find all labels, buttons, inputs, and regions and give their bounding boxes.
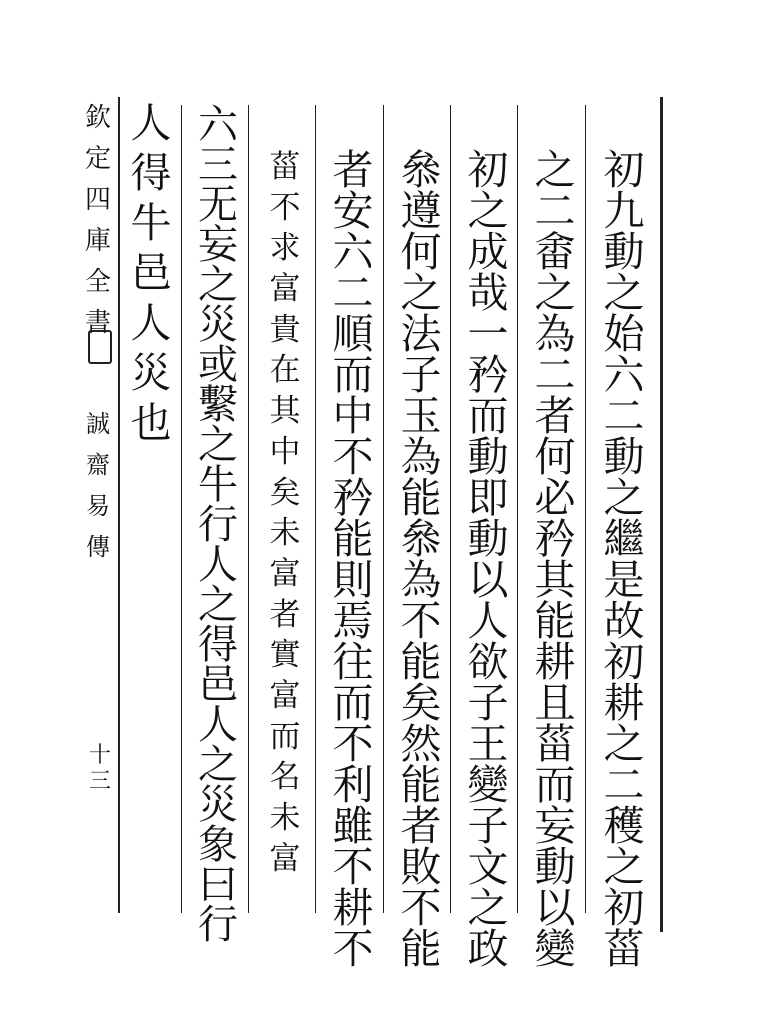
glyph: 邑 <box>198 662 238 708</box>
glyph: 二 <box>603 761 645 809</box>
glyph: 二 <box>603 392 645 440</box>
glyph: 不 <box>400 884 442 932</box>
glyph: 傳 <box>86 533 110 561</box>
glyph: 哉 <box>467 269 509 317</box>
glyph: 為 <box>400 433 442 481</box>
glyph: 動 <box>603 433 645 481</box>
glyph: 妄 <box>534 802 576 850</box>
glyph: 而 <box>467 392 509 440</box>
glyph: 或 <box>198 342 238 388</box>
glyph: 成 <box>467 228 509 276</box>
glyph: 六 <box>198 102 238 148</box>
glyph: 能 <box>332 515 374 563</box>
glyph: 繼 <box>603 515 645 563</box>
glyph: 也 <box>130 399 172 447</box>
glyph: 得 <box>130 149 172 197</box>
text-column-5 <box>320 146 386 973</box>
text-column-4 <box>388 146 454 973</box>
glyph: 安 <box>332 187 374 235</box>
glyph: 繫 <box>198 382 238 428</box>
glyph: 何 <box>534 433 576 481</box>
glyph: 中 <box>332 392 374 440</box>
glyph: 子 <box>400 351 442 399</box>
glyph: 富 <box>269 840 301 877</box>
glyph: 耕 <box>603 679 645 727</box>
glyph: 邑 <box>130 249 172 297</box>
glyph: 災 <box>198 782 238 828</box>
glyph: 易 <box>86 492 110 520</box>
glyph: 能 <box>400 925 442 973</box>
glyph: 以 <box>534 884 576 932</box>
glyph: 矣 <box>269 474 301 511</box>
glyph: 貴 <box>269 311 301 348</box>
frame-right-line <box>660 97 663 932</box>
glyph: 書 <box>84 308 111 338</box>
glyph: 得 <box>198 622 238 668</box>
glyph: 者 <box>400 802 442 850</box>
glyph: 不 <box>332 925 374 973</box>
glyph: 實 <box>269 637 301 674</box>
glyph: 敗 <box>400 843 442 891</box>
glyph: 曰 <box>198 862 238 908</box>
glyph: 菑 <box>603 925 645 973</box>
glyph: 人 <box>198 542 238 588</box>
glyph: 能 <box>400 761 442 809</box>
glyph: 子 <box>467 679 509 727</box>
glyph: 四 <box>84 185 111 215</box>
glyph: 耕 <box>332 884 374 932</box>
glyph: 菑 <box>534 720 576 768</box>
glyph: 之 <box>603 269 645 317</box>
glyph: 為 <box>400 556 442 604</box>
glyph: 災 <box>198 302 238 348</box>
glyph: 之 <box>603 720 645 768</box>
glyph: 矣 <box>400 679 442 727</box>
glyph: 未 <box>269 800 301 836</box>
glyph: 誠 <box>86 410 110 438</box>
text-column-7 <box>186 102 250 948</box>
glyph: 初 <box>603 146 645 194</box>
glyph: 子 <box>467 802 509 850</box>
glyph: 必 <box>534 474 576 522</box>
glyph: 者 <box>269 596 301 633</box>
glyph: 利 <box>332 761 374 809</box>
glyph: 牛 <box>198 462 238 508</box>
glyph: 然 <box>400 720 442 768</box>
glyph: 耕 <box>534 638 576 686</box>
glyph: 變 <box>534 925 576 973</box>
glyph: 未 <box>269 515 301 552</box>
glyph: 能 <box>400 638 442 686</box>
margin-fishtail-mark <box>88 330 112 364</box>
glyph: 一 <box>467 310 509 358</box>
glyph: 欽 <box>84 103 111 133</box>
glyph: 不 <box>332 843 374 891</box>
glyph: 富 <box>269 271 301 308</box>
glyph: 為 <box>534 310 576 358</box>
glyph: 而 <box>332 679 374 727</box>
glyph: 災 <box>130 349 172 397</box>
glyph: 二 <box>332 269 374 317</box>
glyph: 之 <box>603 474 645 522</box>
glyph: 庫 <box>84 226 111 256</box>
glyph: 不 <box>332 720 374 768</box>
glyph: 法 <box>400 310 442 358</box>
glyph: 之 <box>198 262 238 308</box>
glyph: 之 <box>534 269 576 317</box>
glyph: 始 <box>603 310 645 358</box>
glyph: 人 <box>130 99 172 147</box>
glyph: 三 <box>88 769 111 794</box>
glyph: 富 <box>269 555 301 592</box>
glyph: 矜 <box>467 351 509 399</box>
glyph: 不 <box>332 433 374 481</box>
glyph: 不 <box>400 597 442 645</box>
glyph: 人 <box>130 299 172 347</box>
glyph: 故 <box>603 597 645 645</box>
glyph: 矜 <box>332 474 374 522</box>
glyph: 人 <box>467 597 509 645</box>
glyph: 菑 <box>269 149 301 185</box>
glyph: 六 <box>332 228 374 276</box>
glyph: 定 <box>84 144 111 174</box>
glyph: 人 <box>198 702 238 748</box>
glyph: 齋 <box>86 451 110 479</box>
glyph: 動 <box>467 433 509 481</box>
margin-folio-number <box>86 745 114 805</box>
glyph: 即 <box>467 474 509 522</box>
glyph: 十 <box>88 743 111 768</box>
glyph: 名 <box>269 759 301 796</box>
glyph: 在 <box>269 352 301 389</box>
glyph: 之 <box>198 742 238 788</box>
margin-work-title <box>80 412 116 582</box>
glyph: 是 <box>603 556 645 604</box>
glyph: 何 <box>400 228 442 276</box>
glyph: 則 <box>332 556 374 604</box>
glyph: 畬 <box>534 228 576 276</box>
glyph: 穫 <box>603 802 645 850</box>
glyph: 玉 <box>400 392 442 440</box>
glyph: 而 <box>332 351 374 399</box>
glyph: 動 <box>534 843 576 891</box>
glyph: 者 <box>534 392 576 440</box>
glyph: 不 <box>269 189 301 226</box>
glyph: 能 <box>400 474 442 522</box>
glyph: 而 <box>534 761 576 809</box>
glyph: 而 <box>269 718 301 755</box>
margin-book-title <box>78 105 118 355</box>
text-column-8 <box>120 99 182 523</box>
glyph: 之 <box>198 422 238 468</box>
glyph: 順 <box>332 310 374 358</box>
glyph: 其 <box>269 393 301 430</box>
glyph: 王 <box>467 720 509 768</box>
glyph: 二 <box>534 351 576 399</box>
glyph: 之 <box>534 146 576 194</box>
glyph: 六 <box>603 351 645 399</box>
glyph: 初 <box>603 884 645 932</box>
glyph: 焉 <box>332 597 374 645</box>
glyph: 行 <box>198 902 238 948</box>
glyph: 往 <box>332 638 374 686</box>
glyph: 能 <box>534 597 576 645</box>
glyph: 政 <box>467 925 509 973</box>
glyph: 雖 <box>332 802 374 850</box>
glyph: 之 <box>467 884 509 932</box>
glyph: 象 <box>198 822 238 868</box>
glyph: 叅 <box>400 146 442 194</box>
text-column-3 <box>455 146 521 973</box>
glyph: 求 <box>269 230 301 267</box>
text-column-6 <box>253 149 317 912</box>
glyph: 之 <box>198 582 238 628</box>
glyph: 且 <box>534 679 576 727</box>
glyph: 牛 <box>130 199 172 247</box>
glyph: 叅 <box>400 515 442 563</box>
glyph: 妄 <box>198 222 238 268</box>
glyph: 以 <box>467 556 509 604</box>
text-column-2 <box>522 146 588 973</box>
glyph: 之 <box>467 187 509 235</box>
glyph: 矜 <box>534 515 576 563</box>
glyph: 九 <box>603 187 645 235</box>
glyph: 二 <box>534 187 576 235</box>
glyph: 變 <box>467 761 509 809</box>
glyph: 行 <box>198 502 238 548</box>
text-column-1 <box>590 146 658 973</box>
glyph: 三 <box>198 142 238 188</box>
glyph: 者 <box>332 146 374 194</box>
glyph: 富 <box>269 677 301 714</box>
glyph: 初 <box>467 146 509 194</box>
glyph: 全 <box>84 267 111 297</box>
glyph: 其 <box>534 556 576 604</box>
glyph: 之 <box>603 843 645 891</box>
glyph: 中 <box>269 433 301 470</box>
glyph: 欲 <box>467 638 509 686</box>
glyph: 无 <box>198 182 238 228</box>
glyph: 動 <box>467 515 509 563</box>
glyph: 初 <box>603 638 645 686</box>
glyph: 文 <box>467 843 509 891</box>
glyph: 動 <box>603 228 645 276</box>
glyph: 遵 <box>400 187 442 235</box>
glyph: 之 <box>400 269 442 317</box>
